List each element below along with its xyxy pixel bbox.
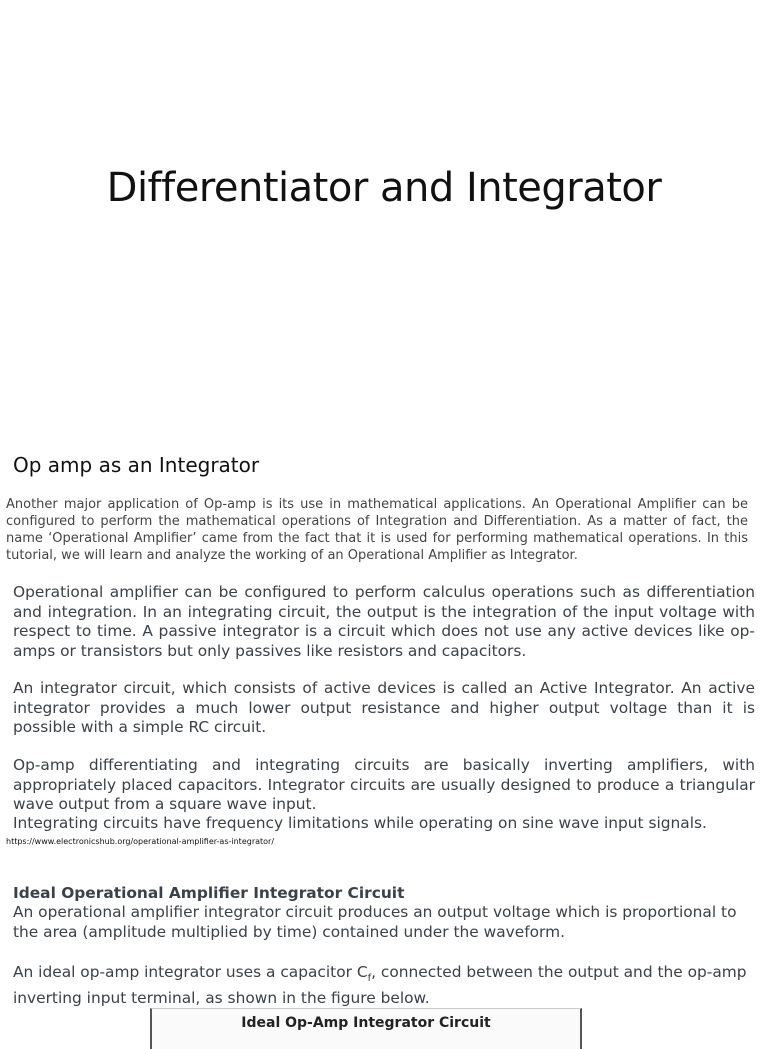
section-heading: Op amp as an Integrator [13, 453, 260, 477]
figure-frame [150, 1008, 582, 1049]
page-title: Differentiator and Integrator [106, 165, 662, 211]
ideal-integrator-paragraph-1: An operational amplifier integrator circuit produces an output voltage which is proportional to the area (amplitude multiplied by time) contained under the waveform. [13, 903, 737, 941]
intro-paragraph: Another major application of Op-amp is its use in mathematical applications. An Operational Amplifier can be configured to perform the mathematical operations of Integration and Differentiation. As a matter of fact, the name ‘Operational Amplifier’ came from the fact that it is used for performing mathematical operations. In this tutorial, we will learn and analyze the working of an Operational Amplifier as Integrator. [6, 497, 748, 563]
ideal-text-part-1: An ideal op-amp integrator uses a capacitor C [13, 963, 368, 981]
source-link[interactable]: https://www.electronicshub.org/operational-amplifier-as-integrator/ [6, 837, 275, 846]
body-paragraph-3: Op-amp differentiating and integrating circuits are basically inverting amplifiers, with appropriately placed capacitors. Integrator circuits are usually designed to produce a triangular wave output from a square wave input. [13, 756, 755, 813]
body-paragraph-4: Integrating circuits have frequency limitations while operating on sine wave input signals. [13, 814, 707, 832]
capacitor-subscript: f [367, 973, 372, 985]
body-paragraph-1: Operational amplifier can be configured to perform calculus operations such as differentiation and integration. In an integrating circuit, the output is the integration of the input voltage with respect to time. A passive integrator is a circuit which does not use any active devices like op-amps or transistors but only passives like resistors and capacitors. [13, 583, 755, 660]
figure-caption: Ideal Op-Amp Integrator Circuit [241, 1015, 491, 1031]
ideal-integrator-paragraph-2 [13, 963, 755, 1008]
ideal-text-part-2: , connected between the output and the op-amp inverting input terminal, as shown in the figure below. [13, 963, 747, 1007]
title-slide [0, 0, 768, 430]
ideal-integrator-heading: Ideal Operational Amplifier Integrator Circuit [13, 884, 405, 902]
body-paragraph-2: An integrator circuit, which consists of active devices is called an Active Integrator. An active integrator provides a much lower output resistance and higher output voltage than it is possible with a simple RC circuit. [13, 679, 755, 736]
